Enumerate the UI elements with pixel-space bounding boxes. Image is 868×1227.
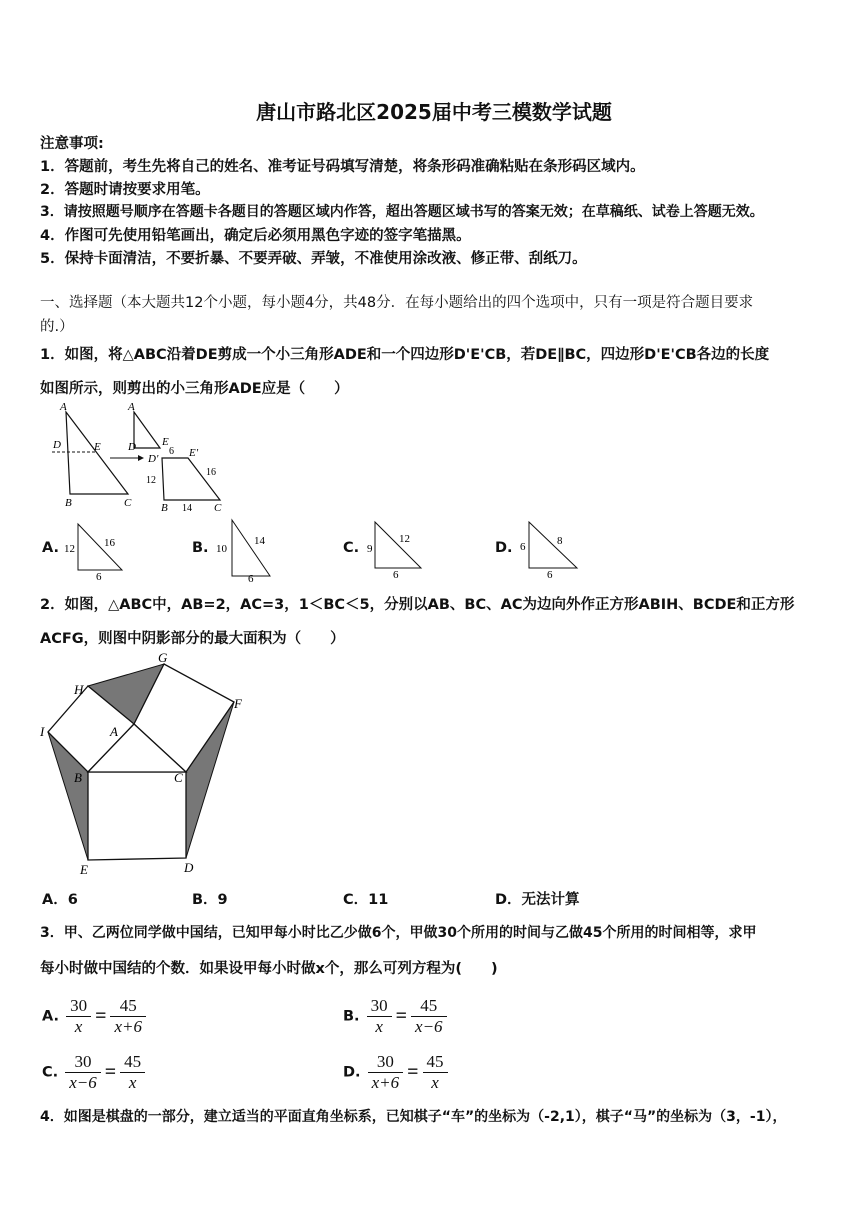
q3-stem-cont: 每小时做中国结的个数．如果设甲每小时做x个，那么可列方程为( )	[40, 961, 498, 977]
fig-label: 6	[169, 446, 174, 457]
q1-stem: 1．如图，将△ABC沿着DE剪成一个小三角形ADE和一个四边形D'E'CB，若DE∥BC，四边形D'E'CB各边的长度	[40, 347, 770, 363]
q3-option-d-label: D.	[343, 1064, 361, 1081]
q3-stem: 3．甲、乙两位同学做中国结，已知甲每小时比乙少做6个，甲做30个所用的时间与乙做45个所用的时间相等，求甲	[40, 925, 757, 941]
q2-option-a[interactable]: A．6	[42, 892, 78, 908]
svg-text:14: 14	[254, 535, 265, 547]
svg-text:12: 12	[399, 533, 410, 545]
q2-stem: 2．如图，△ABC中，AB=2，AC=3，1＜BC＜5，分别以AB、BC、AC为边向外作正方形ABIH、BCDE和正方形	[40, 597, 795, 613]
q3-option-a[interactable]: A. $\frac{30}{x}$ = $\frac{45}{x+6}$	[42, 996, 148, 1037]
q4-stem: 4．如图是棋盘的一部分，建立适当的平面直角坐标系，已知棋子“车”的坐标为（-2,1），棋子“马”的坐标为（3，-1），	[40, 1109, 787, 1125]
fraction: $\frac{30}{x}$	[367, 996, 392, 1037]
q1-option-a[interactable]: A.	[42, 540, 59, 556]
fig-label: F	[234, 696, 242, 711]
fig-label: A	[128, 401, 135, 413]
fig-label: C	[124, 497, 132, 509]
fig-label: E	[162, 436, 169, 448]
note-item: 2．答题时请按要求用笔。	[40, 182, 210, 198]
fig-label: E	[94, 441, 101, 453]
q2-stem-cont: ACFG，则图中阴影部分的最大面积为（ ）	[40, 631, 345, 647]
q2-option-d[interactable]: D．无法计算	[495, 892, 580, 908]
svg-text:6: 6	[248, 573, 254, 584]
q1-option-a-triangle	[62, 518, 132, 582]
fig-label: B	[161, 502, 168, 514]
q1-figure	[38, 400, 238, 515]
svg-text:10: 10	[216, 543, 227, 555]
q2-option-b[interactable]: B．9	[192, 892, 228, 908]
q3-option-b-label: B.	[343, 1008, 360, 1025]
fig-label: D'	[148, 453, 159, 465]
note-item: 4．作图可先使用铅笔画出，确定后必须用黑色字迹的签字笔描黑。	[40, 228, 471, 244]
q3-option-c[interactable]: C. $\frac{30}{x-6}$ = $\frac{45}{x}$	[42, 1052, 147, 1093]
fig-label: D	[53, 439, 61, 451]
fig-label: D	[184, 860, 194, 875]
svg-text:16: 16	[104, 537, 115, 549]
fig-label: I	[40, 724, 45, 739]
fig-label: E'	[189, 447, 199, 459]
q1-option-c[interactable]: C.	[343, 540, 360, 556]
svg-text:12: 12	[64, 543, 75, 555]
svg-text:6: 6	[393, 569, 399, 581]
svg-text:6: 6	[96, 571, 102, 582]
q1-option-c-triangle	[365, 518, 435, 582]
svg-text:9: 9	[367, 543, 373, 555]
fig-label: A	[60, 401, 67, 413]
q1-option-d-triangle	[517, 518, 587, 582]
q3-option-c-label: C.	[42, 1064, 59, 1081]
fig-label: H	[74, 682, 84, 697]
fraction: $\frac{30}{x+6}$	[368, 1052, 404, 1093]
fig-label: 14	[182, 503, 192, 514]
notes-heading: 注意事项:	[40, 136, 104, 152]
fig-label: A	[110, 724, 118, 739]
fig-label: B	[65, 497, 72, 509]
fraction: $\frac{30}{x-6}$	[65, 1052, 101, 1093]
svg-text:8: 8	[557, 535, 563, 547]
fig-label: E	[80, 862, 88, 877]
section-heading-cont: 的.）	[40, 319, 74, 335]
fig-label: B	[74, 770, 82, 785]
q3-option-b[interactable]: B. $\frac{30}{x}$ = $\frac{45}{x-6}$	[343, 996, 449, 1037]
q1-option-d[interactable]: D.	[495, 540, 513, 556]
q1-stem-cont: 如图所示，则剪出的小三角形ADE应是（ ）	[40, 381, 349, 397]
section-heading: 一、选择题（本大题共12个小题，每小题4分，共48分．在每小题给出的四个选项中，只有一项是符合题目要求	[40, 295, 754, 311]
fig-label: 12	[146, 475, 156, 486]
note-item: 3．请按照题号顺序在答题卡各题目的答题区域内作答，超出答题区域书写的答案无效；在草稿纸、试卷上答题无效。	[40, 204, 764, 220]
svg-text:6: 6	[547, 569, 553, 581]
note-item: 5．保持卡面清洁，不要折暴、不要弄破、弄皱，不准使用涂改液、修正带、刮纸刀。	[40, 251, 587, 267]
fraction: $\frac{45}{x}$	[120, 1052, 145, 1093]
fig-label: D	[128, 441, 136, 453]
fig-label: C	[214, 502, 222, 514]
q2-option-c[interactable]: C．11	[343, 892, 389, 908]
q2-figure	[36, 650, 246, 880]
svg-text:6: 6	[520, 541, 526, 553]
note-item: 1．答题前，考生先将自己的姓名、准考证号码填写清楚，将条形码准确粘贴在条形码区域内。	[40, 159, 645, 175]
q1-option-b-triangle	[212, 514, 282, 584]
fraction: $\frac{45}{x+6}$	[110, 996, 146, 1037]
fig-label: C	[174, 770, 183, 785]
q3-option-d[interactable]: D. $\frac{30}{x+6}$ = $\frac{45}{x}$	[343, 1052, 450, 1093]
q1-option-b[interactable]: B.	[192, 540, 209, 556]
fraction: $\frac{30}{x}$	[66, 996, 91, 1037]
fig-label: G	[158, 650, 168, 665]
fraction: $\frac{45}{x-6}$	[411, 996, 447, 1037]
page-title: 唐山市路北区2025届中考三模数学试题	[256, 100, 612, 124]
fraction: $\frac{45}{x}$	[423, 1052, 448, 1093]
q3-option-a-label: A.	[42, 1008, 59, 1025]
fig-label: 16	[206, 467, 216, 478]
